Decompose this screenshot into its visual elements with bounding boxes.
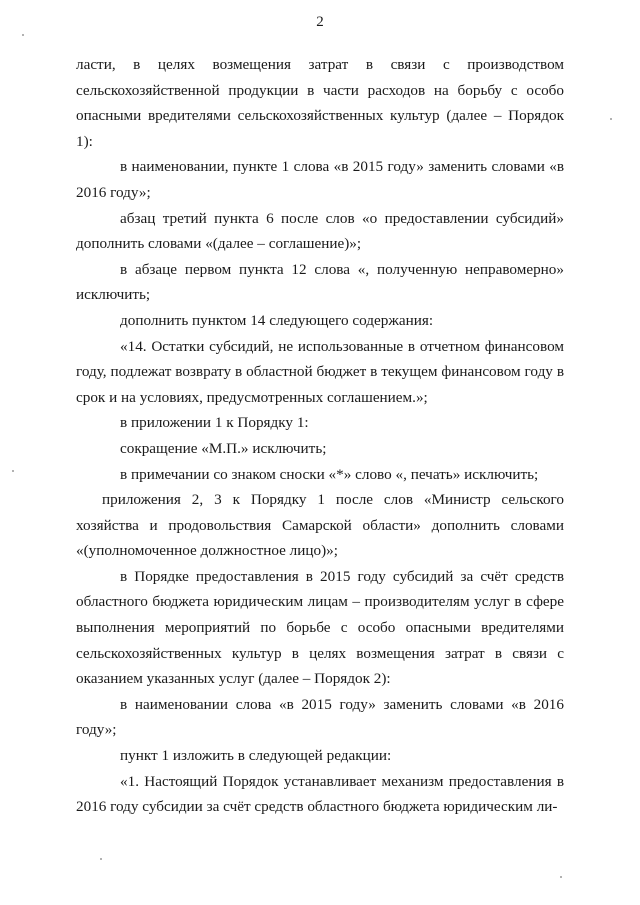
paragraph: в абзаце первом пункта 12 слова «, полученную неправомерно» исключить; <box>76 260 564 304</box>
paragraph: пункт 1 изложить в следующей редакции: <box>120 747 392 765</box>
scan-speck <box>610 118 612 120</box>
page-number: 2 <box>316 14 324 30</box>
scan-speck <box>100 858 102 860</box>
paragraph: в наименовании, пункте 1 слова «в 2015 году» заменить словами «в 2016 году»; <box>76 158 564 201</box>
paragraph: «1. Настоящий Порядок устанавливает механизм предоставления в 2016 году субсидии за счёт средств областного бюджета юридическим ли- <box>76 772 564 816</box>
paragraph: в Порядке предоставления в 2015 году субсидий за счёт средств областного бюджета юридическим лицам – производителям услуг в сфере выполнения мероприятий по борьбе с особо опасными вредителями сельскохозяйственных культур в целях возмещения затрат в связи с оказанием указанных услуг (далее – Порядок 2): <box>76 567 564 688</box>
paragraph: абзац третий пункта 6 после слов «о предоставлении субсидий» дополнить словами «(далее – соглашение)»; <box>76 209 564 253</box>
paragraph: в приложении 1 к Порядку 1: <box>120 414 309 432</box>
paragraph: приложения 2, 3 к Порядку 1 после слов «Министр сельского хозяйства и продовольствия Самарской области» дополнить словами «(уполномоченное должностное лицо)»; <box>76 491 564 560</box>
paragraph: в наименовании слова «в 2015 году» заменить словами «в 2016 году»; <box>76 695 564 739</box>
paragraph: сокращение «М.П.» исключить; <box>120 439 327 457</box>
paragraph: «14. Остатки субсидий, не использованные в отчетном финансовом году, подлежат возврату в областной бюджет в текущем финансовом году в срок и на условиях, предусмотренных соглашением.»; <box>76 337 564 406</box>
paragraph: дополнить пунктом 14 следующего содержания: <box>120 311 434 329</box>
document-body <box>76 52 564 820</box>
paragraph: в примечании со знаком сноски «*» слово «, печать» исключить; <box>120 465 539 483</box>
scan-speck <box>22 34 24 36</box>
scan-speck <box>12 470 14 472</box>
scan-speck <box>560 876 562 878</box>
paragraph: ласти, в целях возмещения затрат в связи с производством сельскохозяйственной продукции в части расходов на борьбу с особо опасными вредителями сельскохозяйственных культур (далее – Порядок 1): <box>76 56 564 150</box>
